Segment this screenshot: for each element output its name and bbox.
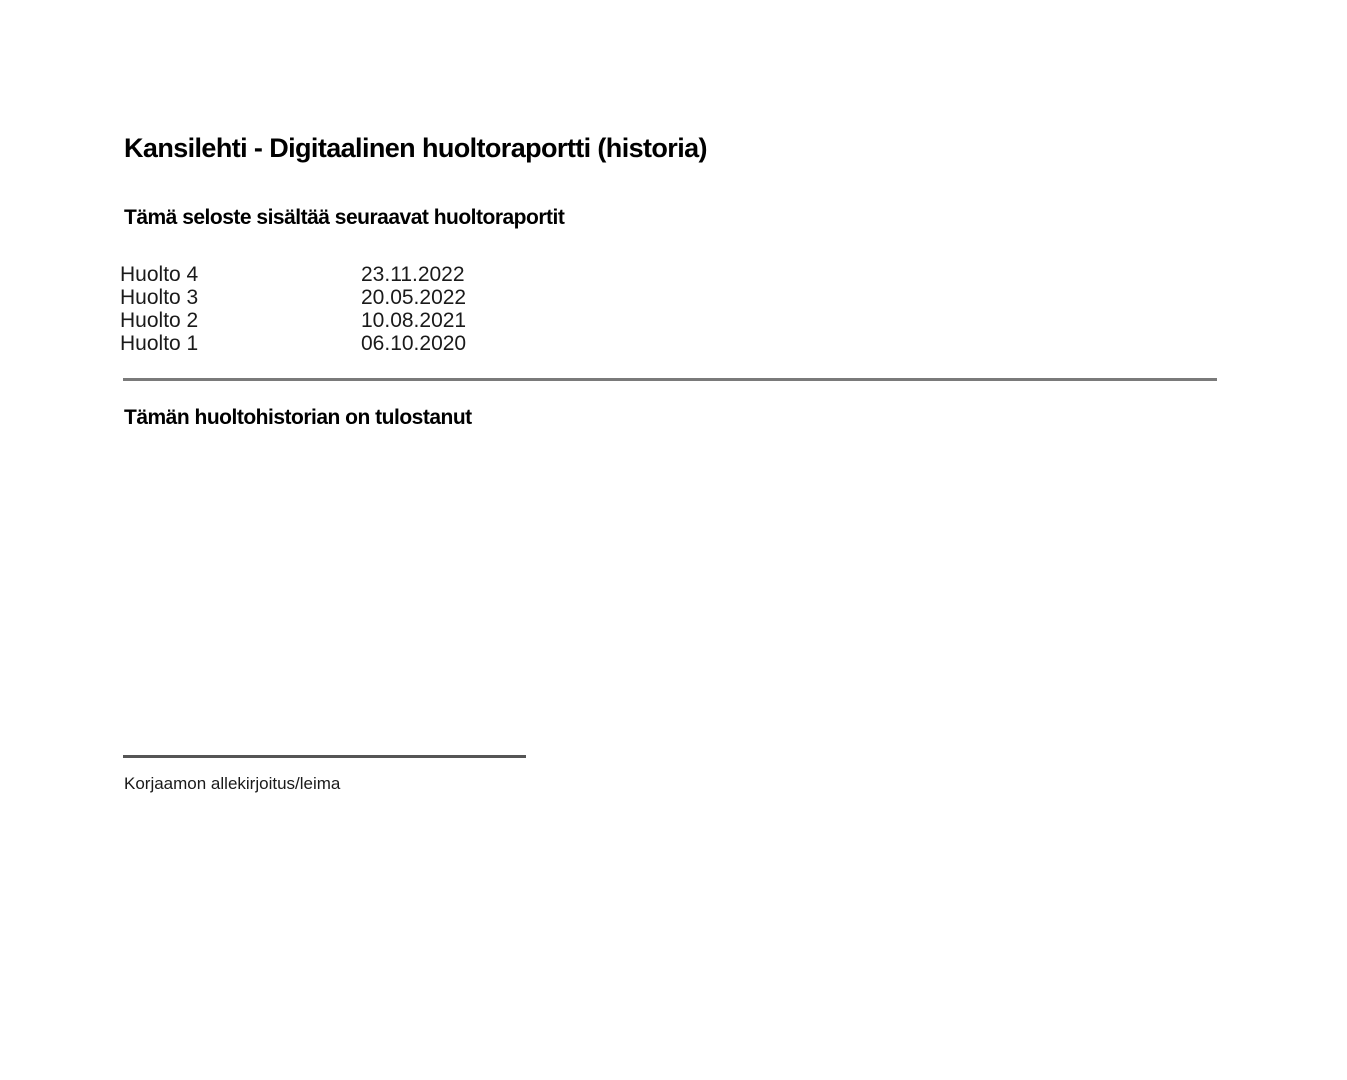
signature-line bbox=[123, 755, 526, 758]
list-item bbox=[120, 263, 540, 286]
report-date: 20.05.2022 bbox=[361, 286, 467, 309]
page-title: Kansilehti - Digitaalinen huoltoraportti (historia) bbox=[124, 133, 707, 163]
list-item bbox=[120, 286, 540, 309]
report-date: 06.10.2020 bbox=[361, 332, 467, 355]
section-divider bbox=[123, 378, 1217, 381]
report-list bbox=[120, 263, 540, 355]
printed-by-heading: Tämän huoltohistorian on tulostanut bbox=[124, 406, 472, 429]
report-date: 23.11.2022 bbox=[361, 263, 465, 286]
report-date: 10.08.2021 bbox=[361, 309, 467, 332]
report-name: Huolto 1 bbox=[120, 332, 199, 355]
contents-heading: Tämä seloste sisältää seuraavat huoltoraportit bbox=[124, 206, 565, 229]
report-name: Huolto 3 bbox=[120, 286, 199, 309]
list-item bbox=[120, 332, 540, 355]
report-name: Huolto 2 bbox=[120, 309, 199, 332]
signature-caption: Korjaamon allekirjoitus/leima bbox=[124, 774, 341, 793]
report-name: Huolto 4 bbox=[120, 263, 199, 286]
list-item bbox=[120, 309, 540, 332]
